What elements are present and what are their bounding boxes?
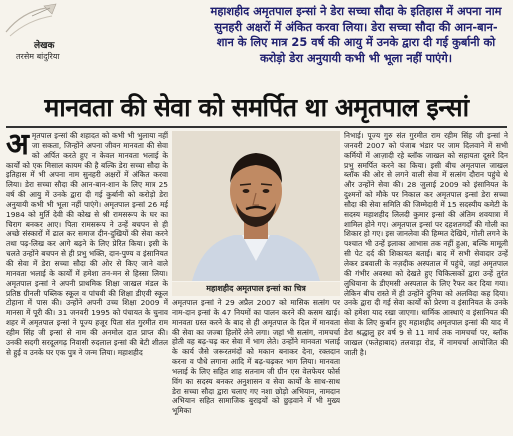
portrait-photo: [172, 131, 340, 281]
column-right-text: निभाई। पूज्य गुरु संत गुरमीत राम रहीम सिंह जी इन्सां ने जनवरी 2007 को पंजाब भंडार पर जाम दिलवाने में सभी कर्मियों में आज़ादी रहे ब्लॉक जाखल को सहायता दूसरे दिन प्रभु समर्पित करने का किया। इसी बीच अमृतपाल जाखल ब्लॉक की ओर से लगने वाली सेवा में सत्संग दौरान पहुंचे थे और उन्होंने सेवा की। 28 जुलाई 2009 को इंसानियत के दुश्मनों को मौके पर निकाल कर अमृतपाल इन्सां डेरा सच्चा सौदा की सेवा समिति की जिम्मेदारी में 15 सदस्यीय कमेटी के सदस्य महाशहीद लिलदी कुमार इन्सां की अंतिम शवयात्रा में शामिल होने गए। अमृतपाल इन्सां पर दहशतगर्दों की गोली का शिकार हो गए। इस जानलेवा की हिम्मत देखिये, गोली लगने के पश्चात भी उन्हें इलाका आभास तक नहीं हुआ, बल्कि मामूली सी पेट दर्द की शिकायत बताई। बाद में सभी सेवादार उन्हें लेकर डबवाली के नज़दीक अस्पताल में पहुंचे, जहां अमृतपाल की गंभीर अवस्था को देखते हुए चिकित्सकों द्वारा उन्हें तुरंत लुधियाना के डीएमसी अस्पताल के लिए रैफर कर दिया गया। लेकिन बीच रास्ते में ही उन्होंने दुनिया को अलविदा कह दिया। उनके द्वारा दी गई सेवा कार्यों को प्रेरणा व इंसानियत के उनके को हमेशा याद रखा जाएगा। धार्मिक आस्थाएं व इंसानियत की सेवा के लिए कुर्बान हुए महाशहीद अमृतपाल इन्सां की याद में डेरा श्रद्धालु हर वर्ष 9 से 11 मार्च तक नामचर्चा पर, ब्लॉक जाखल (फतेहाबाद) तलवाड़ा रोड, में नामचर्चा आयोजित की जाती है।: [344, 131, 508, 357]
photo-caption: महाशहीद अमृतपाल इन्सां का चित्र: [172, 282, 340, 296]
portrait-illustration: [172, 131, 340, 281]
column-left-text: मृतपाल इन्सां की शहादत को कभी भी भुलाया नहीं जा सकता, जिन्होंने अपना जीवन मानवता की सेवा को अर्पित करते हुए न केवल मानवता भलाई के कार्यों को एक मिसाल कायम की है बल्कि डेरा सच्चा सौदा के इतिहास में भी अपना नाम सुनहरी अक्षरों में अंकित करवा लिया। डेरा सच्चा सौदा की आन-बान-शान के लिए मात्र 25 वर्ष की आयु में उनके द्वारा दी गई कुर्बानी को करोड़ो डेरा अनुयायी कभी भी भूला नहीं पाएंगे। अमृतपाल इन्सां 26 मई 1984 को मुर्ति देवी की कोख से श्री रामसरूप के घर का चिराग बनकर आए। पिता रामसरूप ने उन्हें बचपन से ही अच्छे संस्कारों में ढाल कर समाज दीन-दुखियों की सेवा करने तथा पढ़-लिख कर आगे बढ़ने के लिए प्रेरित किया। इसी के चलते उन्होंने बचपन से ही प्रभु भक्ति, दान-पुण्य व इंसानियत की सेवा में डेरा सच्चा सौदा की ओर से किए जाने वाले मानवता भलाई के कार्यों में हमेशा तन-मन से हिस्सा लिया। अमृतपाल इन्सां ने अपनी प्राथमिक शिक्षा जाखल मंडल के प्रतिष्ठ ग्रीनली पब्लिक स्कूल व पांचवी की शिक्षा डीएवी स्कूल टोहाना में पास की। उन्होंने अपनी उच्च शिक्षा 2009 में मानसा में पूरी की। 31 जनवरी 1995 को पंचायत के चुनाव शहर में अमृतपाल इन्सां ने पूज्य हजूर पिता संत गुरमीत राम रहीम सिंह जी इन्सां से नाम की अनमोल दात प्राप्त की। उनकी सदगी सरदूलगढ़ निवासी रुदलाल इन्सां की बेटी शीतल से हुई व उनके घर एक पुत्र ने जन्म लिया। महाशहीद: [6, 131, 168, 357]
dropcap-letter: अ: [6, 131, 29, 162]
intro-paragraph: महाशहीद अमृतपाल इन्सां ने डेरा सच्चा सौदा के इतिहास में अपना नाम सुनहरी अक्षरों में अंकित करवा लिया। डेरा सच्चा सौदा की आन-बान-शान के लिए मात्र 25 वर्ष की आयु में उनके द्वारा दी गई कुर्बानी को करोड़ो डेरा अनुयायी कभी भी भूला नहीं पाएंगे।: [210, 4, 502, 65]
byline-label: लेखक: [34, 41, 55, 51]
article-headline: मानवता की सेवा को समर्पित था अमृतपाल इन्सां: [44, 93, 469, 122]
article-column-left: [6, 131, 168, 431]
byline-location: तरसेम बांदुरिया: [16, 52, 60, 61]
header-band: [0, 0, 513, 92]
column-middle-text: अमृतपाल इन्सां ने 29 अप्रैल 2007 को मासिक सत्संग पर नाम-दान इन्सां के 47 नियमों का पालन करने की कसम खाई। मानवता ग्रस्त करने के बाद से ही अमृतपाल के दिल में मानवता की सेवा का जज्बा हिलोरें लेने लगा। जहां भी सत्संग, नामचर्चा होती वह बढ़-चढ़ कर सेवा में भाग लेते। उन्होंने मानवता भलाई के कार्य जैसे जरूरतमंदों को मकान बनाकर देना, रक्तदान करना व पौधे लगाना आदि में बढ़-चढ़कर भाग लिया। मानवता भलाई के लिए सहित शाह सतनाम जी ग्रीन एस वेलफेयर फोर्स विंग का सदस्य बनकर अनुशासन व सेवा कार्यों के साथ-साथ डेरा सच्चा सौदा द्वारा चलाए गए नशा छोड़ो अभियान, नामदान अभियान सहित सामाजिक बुराइयों को छुड़वाने में भी मुख्य भूमिका: [172, 298, 340, 416]
article-column-right: [344, 131, 508, 431]
headline-divider: [6, 126, 507, 128]
article-column-middle: [172, 298, 340, 432]
